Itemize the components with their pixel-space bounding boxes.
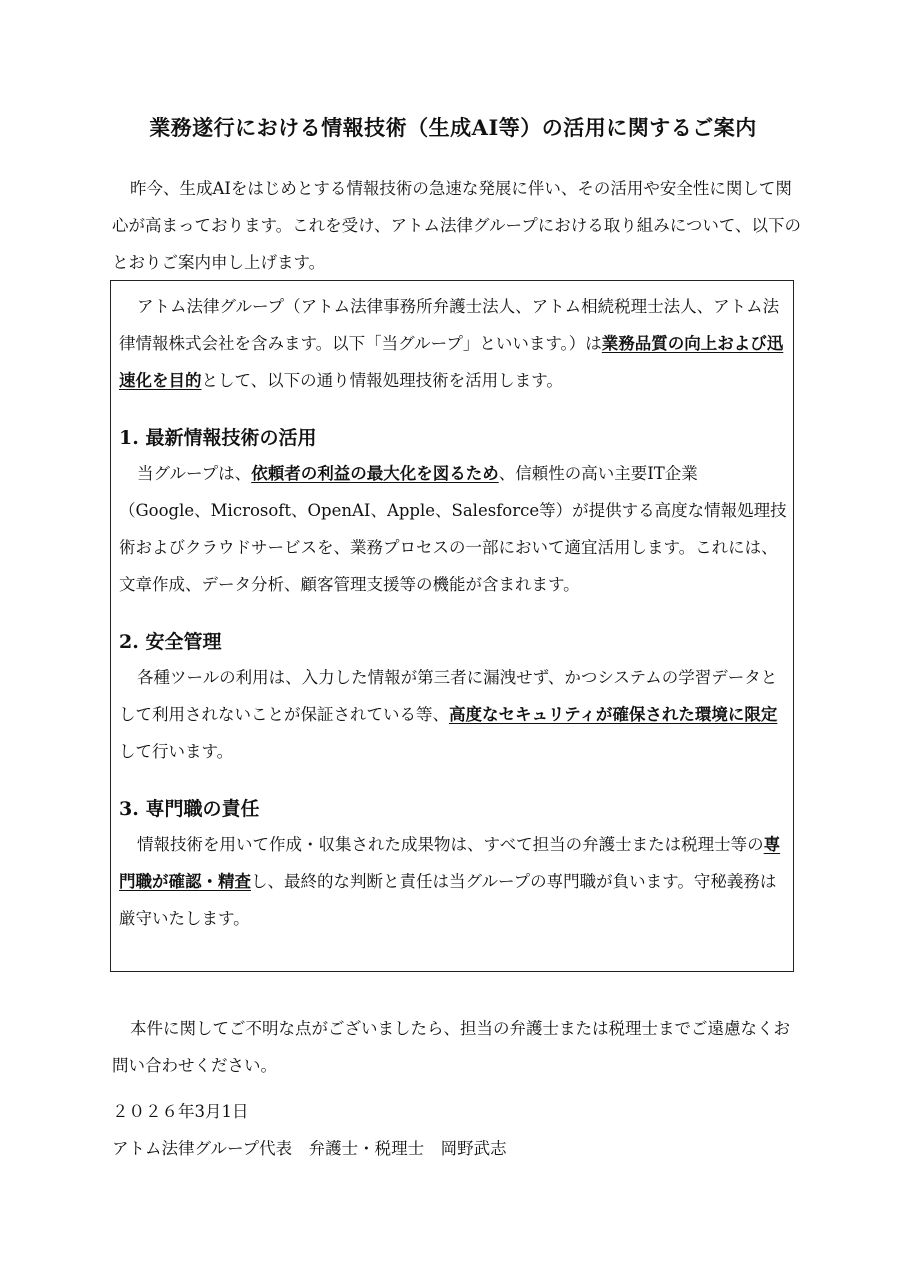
lead-text-after: として、以下の通り情報処理技術を活用します。 — [201, 371, 563, 390]
section-1-text-after: 、信頼性の高い主要IT企業（Google、Microsoft、OpenAI、Apple、Salesforce等）が提供する高度な情報処理技術およびクラウドサービスを、業務プロセスの一部において適宜活用します。これには、文章作成、データ分析、顧客管理支援等の機能が含まれます。 — [119, 464, 787, 594]
section-2-text: 各種ツールの利用は、入力した情報が第三者に漏洩せず、かつシステムの学習データとして利用されないことが保証されている等、 — [119, 668, 778, 724]
section-3-text-after: し、最終的な判断と責任は当グループの専門職が負います。守秘義務は厳守いたします。 — [119, 872, 777, 928]
section-body-2 — [119, 659, 787, 770]
document-date: ２０２６年3月1日 — [112, 1102, 249, 1121]
section-2-text-after: して行います。 — [119, 742, 234, 761]
closing-paragraph — [112, 1010, 802, 1084]
policy-box — [110, 280, 794, 972]
section-2-emphasis: 高度なセキュリティが確保された環境に限定 — [449, 705, 778, 724]
lead-paragraph — [119, 288, 787, 399]
section-1-emphasis: 依頼者の利益の最大化を図るため — [251, 464, 499, 483]
closing-text: 本件に関してご不明な点がございましたら、担当の弁護士または税理士までご遠慮なくお問い合わせください。 — [112, 1019, 790, 1075]
section-heading-2: 2. 安全管理 — [119, 631, 222, 653]
section-body-1 — [119, 455, 787, 603]
document-title: 業務遂行における情報技術（生成AI等）の活用に関するご案内 — [149, 115, 757, 140]
signature: アトム法律グループ代表 弁護士・税理士 岡野武志 — [112, 1139, 507, 1158]
lead-emphasis: 業務品質の向上および迅速化を目的 — [119, 334, 784, 390]
section-heading-1: 1. 最新情報技術の活用 — [119, 427, 317, 449]
section-1-text: 当グループは、 — [137, 464, 252, 483]
intro-paragraph — [112, 170, 802, 281]
section-3-emphasis: 専門職が確認・精査 — [119, 835, 781, 891]
lead-text: アトム法律グループ（アトム法律事務所弁護士法人、アトム相続税理士法人、アトム法律情報株式会社を含みます。以下「当グループ」といいます。）は — [119, 297, 780, 353]
section-heading-3: 3. 専門職の責任 — [119, 798, 260, 820]
intro-text: 昨今、生成AIをはじめとする情報技術の急速な発展に伴い、その活用や安全性に関して関心が高まっております。これを受け、アトム法律グループにおける取り組みについて、以下のとおりご案内申し上げます。 — [112, 179, 802, 272]
section-body-3 — [119, 826, 787, 937]
section-3-text: 情報技術を用いて作成・収集された成果物は、すべて担当の弁護士または税理士等の — [137, 835, 764, 854]
